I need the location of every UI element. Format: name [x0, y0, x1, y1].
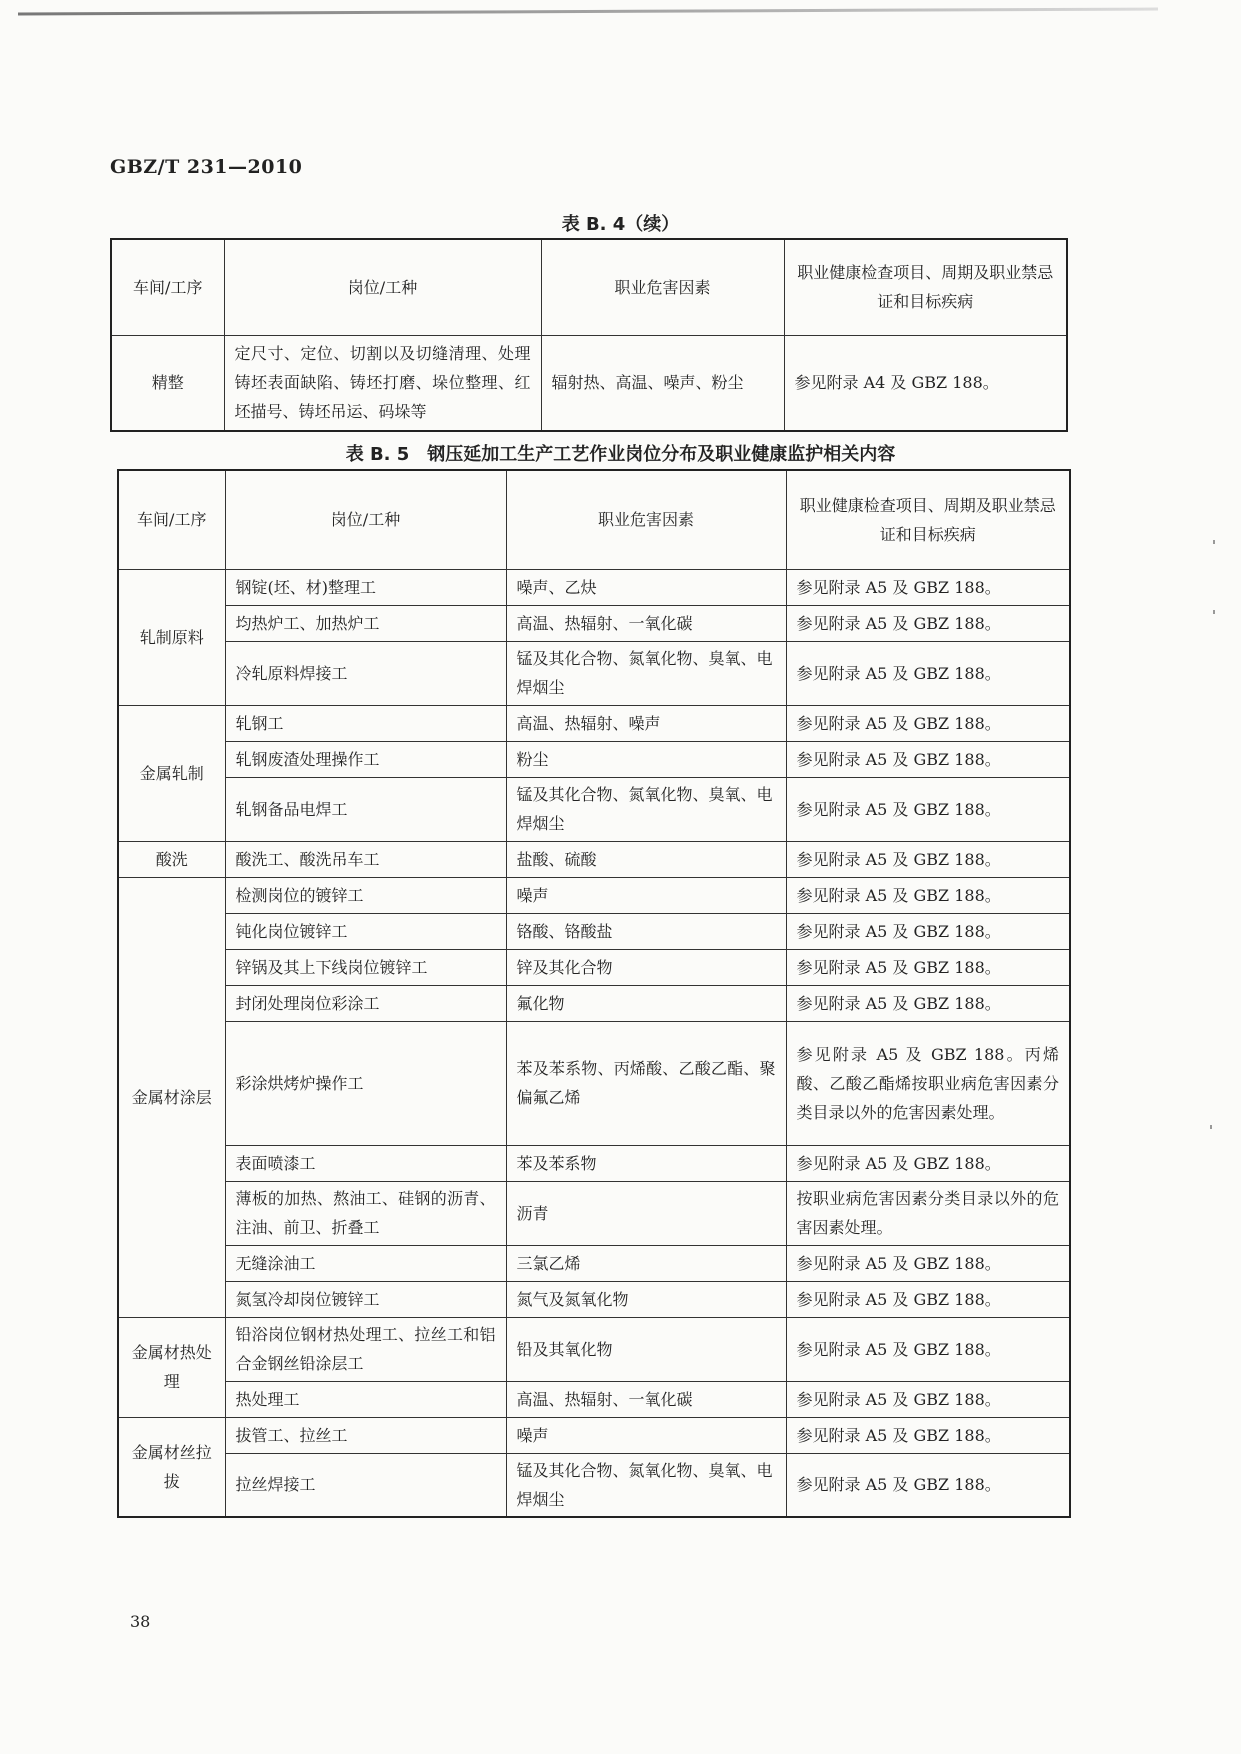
monitoring-cell: 参见附录 A5 及 GBZ 188。: [786, 985, 1070, 1021]
monitoring-cell: 参见附录 A5 及 GBZ 188。: [786, 913, 1070, 949]
monitoring-cell: 参见附录 A5 及 GBZ 188。: [786, 641, 1070, 705]
workshop-cell: 精整: [111, 335, 224, 431]
page-number: 38: [130, 1612, 151, 1631]
table-row: [118, 1245, 1070, 1281]
position-cell: 表面喷漆工: [225, 1145, 506, 1181]
table-row: [118, 1281, 1070, 1317]
header-monitoring: 职业健康检查项目、周期及职业禁忌证和目标疾病: [784, 239, 1067, 335]
table-row: [118, 1417, 1070, 1453]
hazard-cell: 铬酸、铬酸盐: [506, 913, 786, 949]
hazard-cell: 锰及其化合物、氮氧化物、臭氧、电焊烟尘: [506, 777, 786, 841]
hazard-cell: 高温、热辐射、一氧化碳: [506, 605, 786, 641]
position-cell: 无缝涂油工: [225, 1245, 506, 1281]
table-row: [118, 605, 1070, 641]
monitoring-cell: 参见附录 A5 及 GBZ 188。: [786, 1245, 1070, 1281]
monitoring-cell: 参见附录 A4 及 GBZ 188。: [784, 335, 1067, 431]
position-cell: 冷轧原料焊接工: [225, 641, 506, 705]
hazard-cell: 辐射热、高温、噪声、粉尘: [541, 335, 784, 431]
position-cell: 轧钢备品电焊工: [225, 777, 506, 841]
monitoring-cell: 参见附录 A5 及 GBZ 188。: [786, 777, 1070, 841]
table-b4: [110, 238, 1068, 432]
table-row: [118, 777, 1070, 841]
monitoring-cell: 参见附录 A5 及 GBZ 188。: [786, 1453, 1070, 1517]
workshop-cell: 酸洗: [118, 841, 225, 877]
monitoring-cell: 参见附录 A5 及 GBZ 188。: [786, 1381, 1070, 1417]
table-row: [118, 1381, 1070, 1417]
hazard-cell: 锰及其化合物、氮氧化物、臭氧、电焊烟尘: [506, 1453, 786, 1517]
position-cell: 拔管工、拉丝工: [225, 1417, 506, 1453]
table-row: [118, 1317, 1070, 1381]
table-row: [118, 705, 1070, 741]
table-row: [118, 841, 1070, 877]
position-cell: 彩涂烘烤炉操作工: [225, 1021, 506, 1145]
position-cell: 检测岗位的镀锌工: [225, 877, 506, 913]
position-cell: 钝化岗位镀锌工: [225, 913, 506, 949]
table-header-row: [118, 470, 1070, 569]
table-row: [118, 985, 1070, 1021]
table-row: [118, 1145, 1070, 1181]
table-row: [118, 913, 1070, 949]
hazard-cell: 锌及其化合物: [506, 949, 786, 985]
hazard-cell: 粉尘: [506, 741, 786, 777]
hazard-cell: 苯及苯系物: [506, 1145, 786, 1181]
monitoring-cell: 参见附录 A5 及 GBZ 188。: [786, 949, 1070, 985]
scan-edge-line: [18, 8, 1158, 16]
hazard-cell: 高温、热辐射、噪声: [506, 705, 786, 741]
monitoring-cell: 参见附录 A5 及 GBZ 188。: [786, 605, 1070, 641]
table-row: [118, 1181, 1070, 1245]
header-workshop: 车间/工序: [118, 470, 225, 569]
monitoring-cell: 参见附录 A5 及 GBZ 188。: [786, 1281, 1070, 1317]
standard-code: GBZ/T 231—2010: [110, 156, 303, 178]
scan-speck: [1213, 540, 1215, 544]
hazard-cell: 三氯乙烯: [506, 1245, 786, 1281]
hazard-cell: 氟化物: [506, 985, 786, 1021]
hazard-cell: 噪声: [506, 1417, 786, 1453]
header-workshop: 车间/工序: [111, 239, 224, 335]
header-hazard: 职业危害因素: [506, 470, 786, 569]
header-position: 岗位/工种: [225, 470, 506, 569]
table-row: [118, 641, 1070, 705]
position-cell: 锌锅及其上下线岗位镀锌工: [225, 949, 506, 985]
hazard-cell: 沥青: [506, 1181, 786, 1245]
header-monitoring: 职业健康检查项目、周期及职业禁忌证和目标疾病: [786, 470, 1070, 569]
position-cell: 轧钢工: [225, 705, 506, 741]
hazard-cell: 锰及其化合物、氮氧化物、臭氧、电焊烟尘: [506, 641, 786, 705]
hazard-cell: 噪声: [506, 877, 786, 913]
table-b5: [117, 469, 1071, 1518]
table-row: [118, 877, 1070, 913]
position-cell: 均热炉工、加热炉工: [225, 605, 506, 641]
monitoring-cell: 参见附录 A5 及 GBZ 188。: [786, 705, 1070, 741]
position-cell: 薄板的加热、熬油工、硅钢的沥青、注油、前卫、折叠工: [225, 1181, 506, 1245]
table-row: [118, 949, 1070, 985]
header-position: 岗位/工种: [224, 239, 541, 335]
position-cell: 钢锭(坯、材)整理工: [225, 569, 506, 605]
workshop-cell: 金属材丝拉拔: [118, 1417, 225, 1517]
position-cell: 热处理工: [225, 1381, 506, 1417]
table-b5-caption: 表 B. 5 钢压延加工生产工艺作业岗位分布及职业健康监护相关内容: [345, 444, 896, 465]
position-cell: 酸洗工、酸洗吊车工: [225, 841, 506, 877]
workshop-cell: 金属轧制: [118, 705, 225, 841]
monitoring-cell: 参见附录 A5 及 GBZ 188。: [786, 1317, 1070, 1381]
position-cell: 定尺寸、定位、切割以及切缝清理、处理铸坯表面缺陷、铸坯打磨、垛位整理、红坯描号、铸坯吊运、码垛等: [224, 335, 541, 431]
scan-speck: [1210, 1125, 1212, 1129]
table-row: [118, 1453, 1070, 1517]
table-row: [118, 569, 1070, 605]
table-row: [118, 741, 1070, 777]
table-header-row: [111, 239, 1067, 335]
monitoring-cell: 参见附录 A5 及 GBZ 188。: [786, 877, 1070, 913]
monitoring-cell: 参见附录 A5 及 GBZ 188。丙烯酸、乙酸乙酯烯按职业病危害因素分类目录以外的危害因素处理。: [786, 1021, 1070, 1145]
monitoring-cell: 参见附录 A5 及 GBZ 188。: [786, 1145, 1070, 1181]
scan-speck: [1213, 610, 1215, 614]
monitoring-cell: 按职业病危害因素分类目录以外的危害因素处理。: [786, 1181, 1070, 1245]
hazard-cell: 苯及苯系物、丙烯酸、乙酸乙酯、聚偏氟乙烯: [506, 1021, 786, 1145]
position-cell: 封闭处理岗位彩涂工: [225, 985, 506, 1021]
table-row: [118, 1021, 1070, 1145]
hazard-cell: 铅及其氧化物: [506, 1317, 786, 1381]
header-hazard: 职业危害因素: [541, 239, 784, 335]
table-b4-caption: 表 B. 4（续）: [561, 214, 680, 235]
hazard-cell: 氮气及氮氧化物: [506, 1281, 786, 1317]
workshop-cell: 金属材涂层: [118, 877, 225, 1317]
monitoring-cell: 参见附录 A5 及 GBZ 188。: [786, 841, 1070, 877]
position-cell: 氮氢冷却岗位镀锌工: [225, 1281, 506, 1317]
position-cell: 铅浴岗位钢材热处理工、拉丝工和铝合金钢丝铅涂层工: [225, 1317, 506, 1381]
table-row: [111, 335, 1067, 431]
hazard-cell: 盐酸、硫酸: [506, 841, 786, 877]
monitoring-cell: 参见附录 A5 及 GBZ 188。: [786, 741, 1070, 777]
workshop-cell: 轧制原料: [118, 569, 225, 705]
hazard-cell: 高温、热辐射、一氧化碳: [506, 1381, 786, 1417]
monitoring-cell: 参见附录 A5 及 GBZ 188。: [786, 1417, 1070, 1453]
position-cell: 拉丝焊接工: [225, 1453, 506, 1517]
workshop-cell: 金属材热处理: [118, 1317, 225, 1417]
hazard-cell: 噪声、乙炔: [506, 569, 786, 605]
monitoring-cell: 参见附录 A5 及 GBZ 188。: [786, 569, 1070, 605]
position-cell: 轧钢废渣处理操作工: [225, 741, 506, 777]
